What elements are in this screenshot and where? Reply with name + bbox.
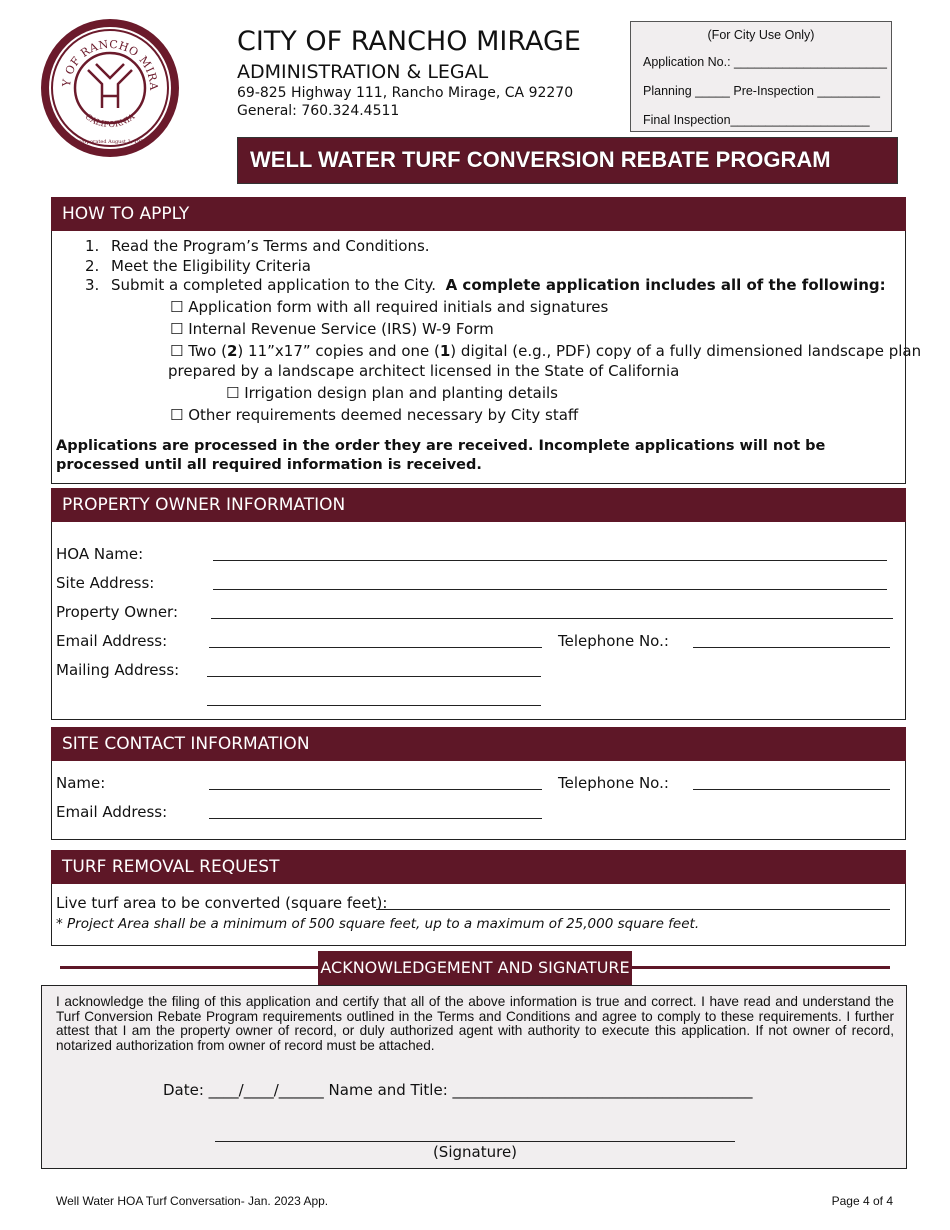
checklist-text: Other requirements deemed necessary by City staff <box>188 406 579 424</box>
city-address: 69-825 Highway 111, Rancho Mirage, CA 92270 <box>237 85 574 101</box>
date-name-title-field[interactable]: Date: ____/____/______ Name and Title: ________________________________________ <box>163 1081 753 1099</box>
program-title-banner <box>237 137 898 184</box>
step-text-bold: A complete application includes all of the following: <box>445 276 886 294</box>
turf-area-field[interactable] <box>376 909 890 910</box>
contact-name-label: Name: <box>56 774 106 792</box>
seal-incorporated-text: Incorporated August 3, 1973 <box>73 139 147 145</box>
seal-top-text: Y OF RANCHO MIRA <box>59 37 161 91</box>
signature-label: (Signature) <box>432 1143 518 1161</box>
signature-field[interactable] <box>215 1141 735 1142</box>
step-3 <box>85 276 886 294</box>
checklist-text: ) digital (e.g., PDF) copy of a fully dimensioned landscape plan <box>450 342 922 360</box>
how-to-apply-heading: HOW TO APPLY <box>51 197 906 231</box>
footer-page-number: Page 4 of 4 <box>831 1194 893 1208</box>
checklist-text: ) 11”x17” copies and one ( <box>237 342 440 360</box>
checklist-landscape-plan <box>170 342 921 360</box>
site-address-label: Site Address: <box>56 574 155 592</box>
step-number: 1. <box>85 237 100 255</box>
checklist-application-form <box>170 298 608 316</box>
hoa-name-label: HOA Name: <box>56 545 144 563</box>
final-inspection-field[interactable]: Final Inspection____________________ <box>643 113 870 127</box>
checklist-landscape-plan-line2: prepared by a landscape architect licensed in the State of California <box>168 362 680 380</box>
department-name: ADMINISTRATION & LEGAL <box>237 61 489 83</box>
checklist-text: Application form with all required initials and signatures <box>188 298 609 316</box>
checklist-other <box>170 406 578 424</box>
processing-note: Applications are processed in the order they are received. Incomplete applications will not be processed until all required information is received. <box>56 438 826 473</box>
checkbox-icon[interactable]: ☐ <box>170 320 184 338</box>
step-1 <box>85 237 430 255</box>
checklist-w9 <box>170 320 494 338</box>
city-seal <box>40 18 180 158</box>
acknowledgement-text: I acknowledge the filing of this application and certify that all of the above information is true and correct. I have read and understand the Turf Conversion Rebate Program requirements outlined in the Terms and Conditions and agree to comply to these requirements. I further attest that I am the property owner of record, or duly authorized agent with authority to execute this application. If not owner of record, notarized authorization from owner of record must be attached. <box>56 994 894 1053</box>
property-owner-box <box>51 522 906 720</box>
program-title: WELL WATER TURF CONVERSION REBATE PROGRAM <box>250 147 831 172</box>
application-no-field[interactable]: Application No.: ______________________ <box>643 55 887 69</box>
step-number: 3. <box>85 276 100 294</box>
mailing-address-label: Mailing Address: <box>56 661 180 679</box>
owner-telephone-field[interactable] <box>693 647 890 648</box>
site-contact-box <box>51 761 906 840</box>
property-owner-field[interactable] <box>211 618 893 619</box>
owner-telephone-label: Telephone No.: <box>558 632 669 650</box>
planning-field[interactable]: Planning _____ Pre-Inspection _________ <box>643 84 880 98</box>
ack-divider-right <box>630 966 890 969</box>
acknowledgement-heading: ACKNOWLEDGEMENT AND SIGNATURE <box>318 951 632 985</box>
owner-email-label: Email Address: <box>56 632 168 650</box>
checkbox-icon[interactable]: ☐ <box>226 384 240 402</box>
city-name: CITY OF RANCHO MIRAGE <box>237 26 581 57</box>
mailing-address-field-1[interactable] <box>207 676 541 677</box>
mailing-address-field-2[interactable] <box>207 705 541 706</box>
checklist-number: 2 <box>226 342 238 360</box>
checkbox-icon[interactable]: ☐ <box>170 406 184 424</box>
step-text: Meet the Eligibility Criteria <box>111 257 311 275</box>
site-contact-heading: SITE CONTACT INFORMATION <box>51 727 906 761</box>
turf-area-note: * Project Area shall be a minimum of 500 square feet, up to a maximum of 25,000 square feet. <box>56 916 700 932</box>
seal-bottom-text: CALIFORNIA <box>83 112 137 130</box>
step-number: 2. <box>85 257 100 275</box>
city-phone: General: 760.324.4511 <box>237 103 400 119</box>
property-owner-heading: PROPERTY OWNER INFORMATION <box>51 488 906 522</box>
ack-divider-left <box>60 966 320 969</box>
property-owner-label: Property Owner: <box>56 603 179 621</box>
site-address-field[interactable] <box>213 589 887 590</box>
step-text: Submit a completed application to the City. <box>111 276 437 294</box>
step-2 <box>85 257 311 275</box>
checklist-number: 1 <box>439 342 451 360</box>
checkbox-icon[interactable]: ☐ <box>170 342 184 360</box>
city-use-title: (For City Use Only) <box>707 28 815 42</box>
contact-email-label: Email Address: <box>56 803 168 821</box>
owner-email-field[interactable] <box>209 647 542 648</box>
step-text: Read the Program’s Terms and Conditions. <box>111 237 430 255</box>
turf-removal-heading: TURF REMOVAL REQUEST <box>51 850 906 884</box>
turf-area-label: Live turf area to be converted (square feet): <box>56 894 388 912</box>
contact-email-field[interactable] <box>209 818 542 819</box>
contact-telephone-field[interactable] <box>693 789 890 790</box>
contact-name-field[interactable] <box>209 789 542 790</box>
checklist-text: Irrigation design plan and planting details <box>244 384 558 402</box>
city-use-box <box>630 21 892 132</box>
hoa-name-field[interactable] <box>213 560 887 561</box>
checklist-text: Internal Revenue Service (IRS) W-9 Form <box>188 320 494 338</box>
checkbox-icon[interactable]: ☐ <box>170 298 184 316</box>
footer-document-id: Well Water HOA Turf Conversation- Jan. 2023 App. <box>56 1194 329 1208</box>
contact-telephone-label: Telephone No.: <box>558 774 669 792</box>
checklist-irrigation <box>226 384 558 402</box>
checklist-text: Two ( <box>188 342 227 360</box>
